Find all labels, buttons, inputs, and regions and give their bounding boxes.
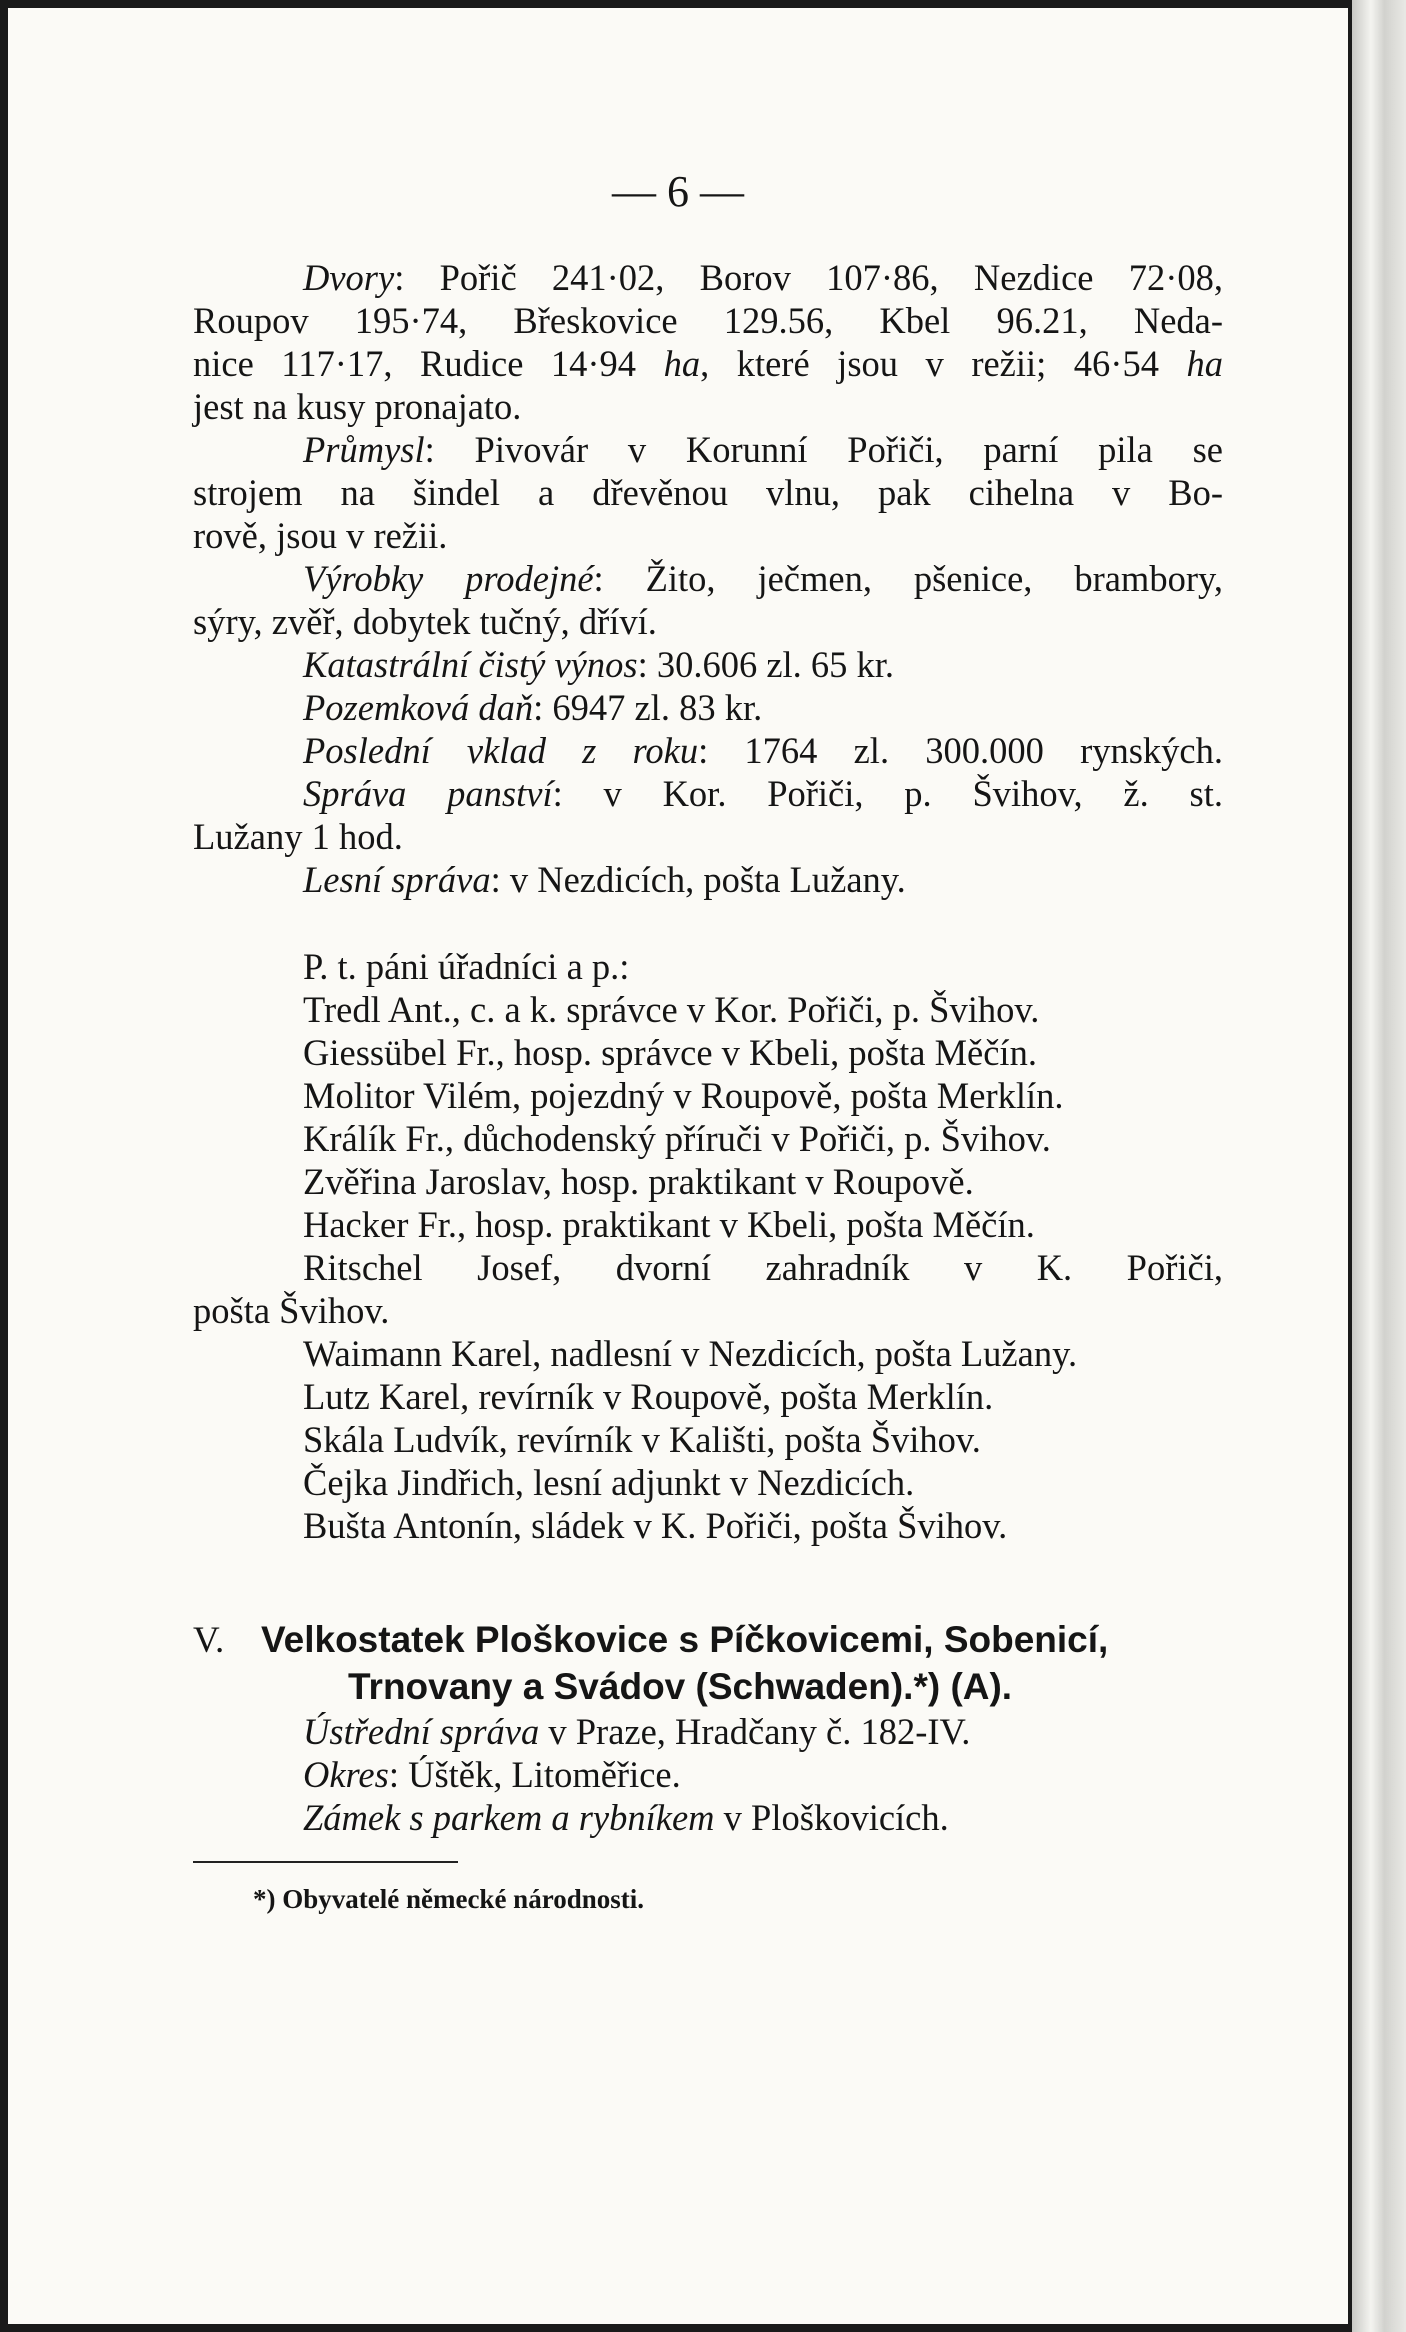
vyrobky-label: Výrobky prodejné bbox=[303, 558, 594, 599]
prumysl-label: Průmysl bbox=[303, 429, 425, 470]
staff-entry-continued: pošta Švihov. bbox=[193, 1290, 390, 1331]
staff-list bbox=[193, 988, 1223, 1547]
footnote-rule bbox=[193, 1861, 458, 1863]
page-edge bbox=[1352, 0, 1406, 2332]
staff-title: P. t. páni úřadníci a p.: bbox=[303, 946, 630, 987]
staff-entry: Bušta Antonín, sládek v K. Pořiči, pošta Švihov. bbox=[303, 1505, 1008, 1546]
staff-entry: Skála Ludvík, revírník v Kališti, pošta Švihov. bbox=[303, 1419, 981, 1460]
katastr-line: Katastrální čistý výnos: 30.606 zl. 65 kr. bbox=[303, 644, 895, 685]
vklad-line: Poslední vklad z roku: 1764 zl. 300.000 rynských. bbox=[303, 730, 1224, 771]
staff-entry: Waimann Karel, nadlesní v Nezdicích, pošta Lužany. bbox=[303, 1333, 1078, 1374]
dan-line: Pozemková daň: 6947 zl. 83 kr. bbox=[303, 687, 763, 728]
footnote: *) Obyvatelé německé národnosti. bbox=[253, 1884, 644, 1914]
prumysl-paragraph: Průmysl: Pivovár v Korunní Pořiči, parní pila se strojem na šindel a dřevěnou vlnu, pak cihelna v Bo- rově, jsou v režii. bbox=[193, 429, 1223, 556]
dvory-paragraph: Dvory: Pořič 241·02, Borov 107·86, Nezdice 72·08, Roupov 195·74, Břeskovice 129.56, Kbel 96.21, Neda- nice 117·17, Rudice 14·94 ha, které jsou v režii; 46·54 ha jest na kusy pronajato. bbox=[193, 257, 1223, 427]
staff-entry: Ritschel Josef, dvorní zahradník v K. Pořiči, bbox=[303, 1247, 1223, 1288]
staff-entry: Giessübel Fr., hosp. správce v Kbeli, pošta Měčín. bbox=[303, 1032, 1037, 1073]
page-text bbox=[193, 256, 1223, 1917]
staff-entry: Čejka Jindřich, lesní adjunkt v Nezdicích. bbox=[303, 1462, 915, 1503]
okres-line: Okres: Úštěk, Litoměřice. bbox=[303, 1754, 681, 1795]
staff-entry: Molitor Vilém, pojezdný v Roupově, pošta Merklín. bbox=[303, 1075, 1064, 1116]
staff-entry: Lutz Karel, revírník v Roupově, pošta Merklín. bbox=[303, 1376, 994, 1417]
lesni-line: Lesní správa: v Nezdicích, pošta Lužany. bbox=[303, 859, 906, 900]
zamek-line: Zámek s parkem a rybníkem v Ploškovicích. bbox=[303, 1797, 949, 1838]
section-number: V. bbox=[193, 1620, 225, 1661]
staff-entry: Hacker Fr., hosp. praktikant v Kbeli, pošta Měčín. bbox=[303, 1204, 1035, 1245]
sprava-paragraph: Správa panství: v Kor. Pořiči, p. Švihov, ž. st. Lužany 1 hod. bbox=[193, 773, 1223, 857]
section-heading: V. Velkostatek Ploškovice s Píčkovicemi, Sobenicí, bbox=[193, 1617, 1223, 1664]
staff-entry: Zvěřina Jaroslav, hosp. praktikant v Roupově. bbox=[303, 1161, 974, 1202]
dvory-label: Dvory bbox=[303, 257, 395, 298]
vyrobky-paragraph: Výrobky prodejné: Žito, ječmen, pšenice, brambory, sýry, zvěř, dobytek tučný, dříví. bbox=[193, 558, 1223, 642]
book-page bbox=[8, 8, 1348, 2324]
page-number: — 6 — bbox=[612, 167, 744, 216]
staff-entry: Králík Fr., důchodenský příruči v Pořiči, p. Švihov. bbox=[303, 1118, 1051, 1159]
staff-entry: Tredl Ant., c. a k. správce v Kor. Pořiči, p. Švihov. bbox=[303, 989, 1040, 1030]
sprava-label: Správa panství bbox=[303, 773, 553, 814]
section-heading-line2: Trnovany a Svádov (Schwaden).*) (A). bbox=[348, 1666, 1013, 1707]
ustredni-line: Ústřední správa v Praze, Hradčany č. 182-IV. bbox=[303, 1711, 971, 1752]
